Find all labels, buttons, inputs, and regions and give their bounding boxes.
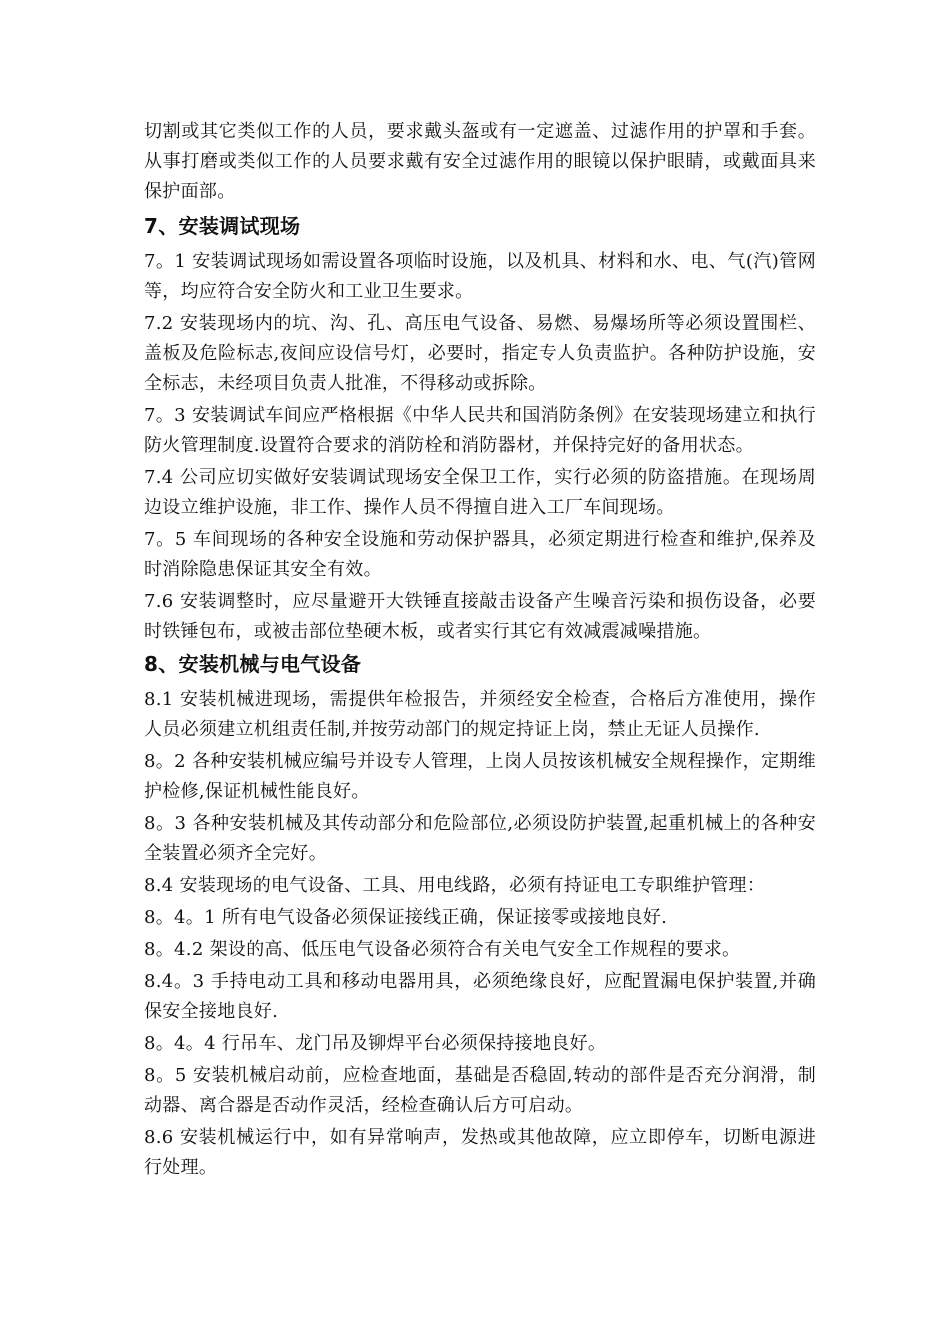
section-7-heading: 7、安装调试现场 xyxy=(144,214,301,238)
paragraph-7-2: 7.2 安装现场内的坑、沟、孔、高压电气设备、易燃、易爆场所等必须设置围栏、盖板及危险标志,夜间应设信号灯，必要时，指定专人负责监护。各种防护设施，安全标志，未经项目负责人批准，不得移动或拆除。 xyxy=(144,313,816,394)
paragraph-8-4-3: 8.4。3 手持电动工具和移动电器用具，必须绝缘良好，应配置漏电保护装置,并确保安全接地良好. xyxy=(144,971,816,1022)
paragraph-8-4-2: 8。4.2 架设的高、低压电气设备必须符合有关电气安全工作规程的要求。 xyxy=(144,939,741,960)
paragraph-8-4: 8.4 安装现场的电气设备、工具、用电线路，必须有持证电工专职维护管理： xyxy=(144,875,766,896)
document-page xyxy=(144,117,816,1185)
intro-paragraph: 切割或其它类似工作的人员，要求戴头盔或有一定遮盖、过滤作用的护罩和手套。从事打磨或类似工作的人员要求戴有安全过滤作用的眼镜以保护眼睛，或戴面具来保护面部。 xyxy=(144,121,816,202)
section-8-heading: 8、安装机械与电气设备 xyxy=(144,652,362,676)
paragraph-7-1: 7。1 安装调试现场如需设置各项临时设施，以及机具、材料和水、电、气(汽)管网等，均应符合安全防火和工业卫生要求。 xyxy=(144,251,816,302)
paragraph-7-4: 7.4 公司应切实做好安装调试现场安全保卫工作，实行必须的防盗措施。在现场周边设立维护设施，非工作、操作人员不得擅自进入工厂车间现场。 xyxy=(144,467,816,518)
paragraph-8-1: 8.1 安装机械进现场，需提供年检报告，并须经安全检查，合格后方准使用，操作人员必须建立机组责任制,并按劳动部门的规定持证上岗，禁止无证人员操作. xyxy=(144,689,816,740)
paragraph-7-3: 7。3 安装调试车间应严格根据《中华人民共和国消防条例》在安装现场建立和执行防火管理制度.设置符合要求的消防栓和消防器材，并保持完好的备用状态。 xyxy=(144,405,816,456)
paragraph-8-6: 8.6 安装机械运行中，如有异常响声，发热或其他故障，应立即停车，切断电源进行处理。 xyxy=(144,1127,816,1178)
paragraph-8-3: 8。3 各种安装机械及其传动部分和危险部位,必须设防护装置,起重机械上的各种安全装置必须齐全完好。 xyxy=(144,813,816,864)
paragraph-8-2: 8。2 各种安装机械应编号并设专人管理，上岗人员按该机械安全规程操作，定期维护检修,保证机械性能良好。 xyxy=(144,751,816,802)
paragraph-8-5: 8。5 安装机械启动前，应检查地面，基础是否稳固,转动的部件是否充分润滑，制动器、离合器是否动作灵活，经检查确认后方可启动。 xyxy=(144,1065,816,1116)
paragraph-8-4-1: 8。4。1 所有电气设备必须保证接线正确，保证接零或接地良好. xyxy=(144,907,668,928)
paragraph-8-4-4: 8。4。4 行吊车、龙门吊及铆焊平台必须保持接地良好。 xyxy=(144,1033,607,1054)
paragraph-7-5: 7。5 车间现场的各种安全设施和劳动保护器具，必须定期进行检查和维护,保养及时消除隐患保证其安全有效。 xyxy=(144,529,816,580)
paragraph-7-6: 7.6 安装调整时，应尽量避开大铁锤直接敲击设备产生噪音污染和损伤设备，必要时铁锤包布，或被击部位垫硬木板，或者实行其它有效减震减噪措施。 xyxy=(144,591,816,642)
